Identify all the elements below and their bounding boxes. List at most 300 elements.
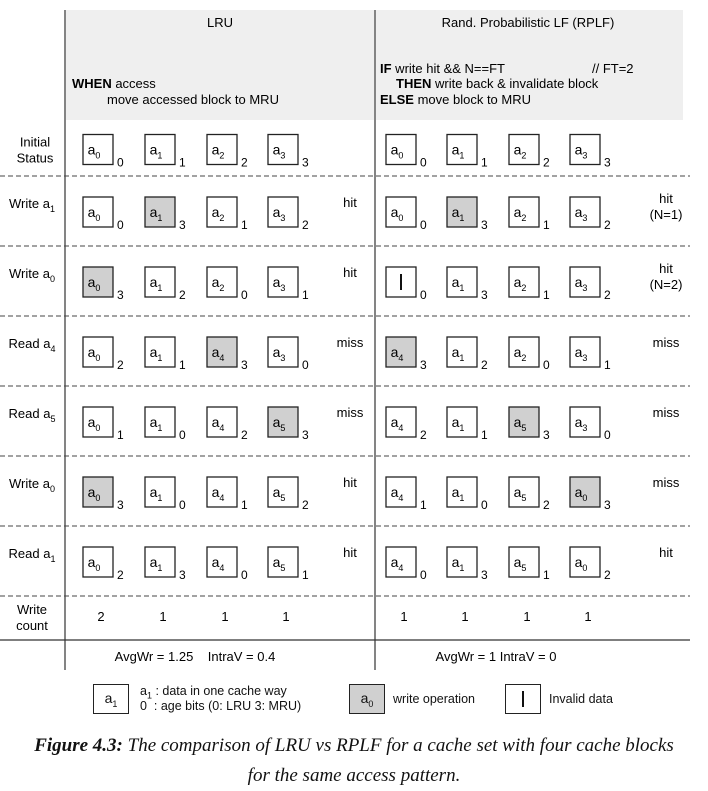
lru-cache-block — [83, 407, 124, 442]
rplf-age-bit: 0 — [420, 155, 427, 170]
legend-desc-prefix: a — [140, 684, 147, 698]
rplf-block-subscript: 0 — [398, 150, 404, 161]
lru-cache-block — [145, 407, 186, 442]
lru-block-subscript: 0 — [95, 493, 101, 503]
rplf-block-subscript: 5 — [521, 563, 527, 573]
lru-block-letter: a — [87, 204, 96, 220]
lru-block-subscript: 0 — [95, 353, 101, 363]
rplf-status-text: miss — [652, 475, 680, 490]
lru-block-subscript: 4 — [219, 563, 225, 573]
rplf-cache-block — [570, 135, 611, 170]
rplf-block-subscript: 2 — [521, 213, 527, 223]
rplf-block-letter: a — [451, 484, 460, 500]
lru-age-bit: 3 — [302, 428, 309, 442]
lru-block-subscript: 5 — [280, 423, 286, 433]
rplf-cache-block — [447, 547, 488, 582]
row-label — [9, 546, 56, 564]
lru-age-bit: 0 — [179, 498, 186, 512]
rplf-cache-block — [386, 135, 427, 170]
lru-block-subscript: 3 — [280, 353, 286, 363]
rplf-cache-block — [386, 197, 427, 232]
rplf-status-text: hit — [659, 545, 673, 560]
lru-age-bit: 0 — [241, 568, 248, 582]
rplf-age-bit: 3 — [604, 155, 611, 170]
caption-line-2: for the same access pattern. — [247, 765, 461, 786]
rplf-block-subscript: 3 — [582, 423, 588, 433]
row-label — [9, 266, 55, 284]
lru-cache-block — [268, 547, 309, 582]
lru-policy-line1 — [72, 76, 156, 91]
lru-cache-block — [207, 407, 248, 442]
lru-block-letter: a — [211, 141, 220, 158]
rplf-age-bit: 1 — [543, 568, 550, 582]
rplf-policy-line1 — [380, 61, 505, 76]
rplf-block-letter: a — [574, 274, 583, 290]
lru-cache-block — [207, 267, 248, 302]
rplf-title: Rand. Probabilistic LF (RPLF) — [441, 15, 615, 30]
lru-block-subscript: 2 — [219, 283, 225, 293]
rplf-age-bit: 0 — [420, 288, 427, 302]
rplf-cache-block — [386, 337, 427, 372]
lru-age-bit: 3 — [117, 498, 124, 512]
legend-sample-sub: 1 — [112, 698, 118, 709]
lru-age-bit: 3 — [241, 358, 248, 372]
rplf-block-subscript: 3 — [582, 150, 588, 161]
rplf-policy-line3 — [380, 92, 531, 107]
lru-block-subscript: 0 — [95, 150, 101, 161]
lru-block-letter: a — [149, 344, 158, 360]
rplf-block-letter: a — [574, 141, 583, 158]
rplf-block-letter: a — [513, 204, 522, 220]
lru-status-text: hit — [343, 265, 357, 280]
rplf-block-subscript: 5 — [521, 493, 527, 503]
rplf-block-subscript: 1 — [459, 353, 465, 363]
rplf-block-letter: a — [390, 414, 399, 430]
lru-block-letter: a — [272, 274, 281, 290]
lru-block-letter: a — [272, 141, 281, 158]
lru-cache-block — [145, 197, 186, 232]
rplf-block-subscript: 4 — [398, 493, 404, 503]
rplf-write-count: 1 — [523, 609, 531, 624]
legend-desc-rest: : data in one cache way — [151, 684, 287, 698]
rplf-block-subscript: 4 — [398, 353, 404, 363]
lru-cache-block — [268, 135, 309, 170]
rplf-block-subscript: 2 — [521, 353, 527, 363]
lru-age-bit: 2 — [302, 498, 309, 512]
lru-write-count: 2 — [97, 609, 105, 624]
rplf-block-subscript: 2 — [521, 150, 527, 161]
row-label — [9, 336, 56, 354]
rplf-then-keyword: THEN — [396, 76, 432, 91]
row-label-subscript: 1 — [49, 204, 55, 214]
lru-block-subscript: 1 — [157, 213, 163, 223]
row-label-text: Write a — [9, 476, 50, 491]
row-label-subscript: 1 — [50, 554, 56, 564]
lru-block-subscript: 0 — [95, 423, 101, 433]
rplf-write-count: 1 — [461, 609, 469, 624]
rplf-if-keyword: IF — [380, 61, 392, 76]
lru-cache-block — [83, 135, 124, 170]
caption-line-1 — [0, 731, 708, 761]
rplf-age-bit: 0 — [420, 568, 427, 582]
rplf-age-bit: 1 — [543, 288, 550, 302]
rplf-cache-block — [570, 197, 611, 232]
row-label — [9, 406, 56, 424]
lru-block-letter: a — [272, 554, 281, 570]
rplf-block-subscript: 3 — [582, 283, 588, 293]
rplf-status-text: hit — [659, 261, 673, 276]
rplf-block-letter: a — [513, 554, 522, 570]
rplf-cache-block — [509, 267, 550, 302]
caption-figure-number: Figure 4.3: — [34, 735, 123, 756]
lru-cache-block — [268, 267, 309, 302]
figure-caption — [0, 731, 708, 791]
rplf-block-letter: a — [451, 554, 460, 570]
lru-cache-block — [207, 547, 248, 582]
lru-block-letter: a — [211, 414, 220, 430]
lru-policy-keyword: WHEN — [72, 76, 112, 91]
rplf-write-count: 1 — [400, 609, 408, 624]
lru-cache-block — [145, 267, 186, 302]
lru-age-bit: 1 — [302, 568, 309, 582]
rplf-write-count: 1 — [584, 609, 592, 624]
legend-write-block — [349, 684, 385, 714]
lru-block-letter: a — [211, 204, 220, 220]
rplf-block-letter: a — [390, 204, 399, 220]
rplf-block-letter: a — [451, 344, 460, 360]
legend-write-sub: 0 — [368, 698, 374, 709]
rplf-block-subscript: 0 — [582, 493, 588, 503]
rplf-block-letter: a — [451, 414, 460, 430]
lru-cache-block — [145, 135, 186, 170]
lru-block-subscript: 5 — [280, 493, 286, 503]
lru-block-letter: a — [272, 484, 281, 500]
lru-age-bit: 2 — [117, 358, 124, 372]
lru-block-subscript: 0 — [95, 563, 101, 573]
lru-block-letter: a — [87, 484, 96, 500]
rplf-block-subscript: 1 — [459, 493, 465, 503]
lru-age-bit: 1 — [241, 218, 248, 232]
rplf-age-bit: 0 — [420, 218, 427, 232]
row-label-text: Read a — [8, 336, 51, 351]
lru-block-subscript: 4 — [219, 493, 225, 503]
rplf-age-bit: 3 — [481, 568, 488, 582]
rplf-cache-block — [447, 135, 488, 170]
lru-cache-block — [83, 267, 124, 302]
row-label — [9, 476, 55, 494]
lru-averages: AvgWr = 1.25 IntraV = 0.4 — [114, 649, 276, 664]
lru-block-subscript: 3 — [280, 150, 286, 161]
rplf-cache-block — [509, 197, 550, 232]
rplf-block-subscript: 0 — [398, 213, 404, 223]
lru-cache-block — [268, 477, 309, 512]
rplf-then-rest: write back & invalidate block — [431, 76, 599, 91]
rplf-block-subscript: 2 — [521, 283, 527, 293]
lru-block-subscript: 2 — [219, 150, 225, 161]
lru-age-bit: 1 — [302, 288, 309, 302]
rplf-block-letter: a — [574, 204, 583, 220]
rplf-cache-block — [447, 477, 488, 512]
rplf-age-bit: 0 — [604, 428, 611, 442]
legend-invalid-label: Invalid data — [549, 692, 613, 706]
lru-cache-block — [207, 477, 248, 512]
lru-block-letter: a — [149, 554, 158, 570]
legend-sample-block — [93, 684, 129, 714]
lru-status-text: hit — [343, 545, 357, 560]
lru-cache-block — [83, 477, 124, 512]
rplf-block-subscript: 1 — [459, 150, 465, 161]
lru-block-letter: a — [149, 141, 158, 158]
lru-age-bit: 2 — [241, 428, 248, 442]
rplf-else-rest: move block to MRU — [413, 92, 532, 107]
lru-block-letter: a — [87, 414, 96, 430]
lru-block-subscript: 1 — [157, 563, 163, 573]
lru-block-letter: a — [149, 204, 158, 220]
lru-age-bit: 2 — [117, 568, 124, 582]
legend — [93, 681, 633, 719]
lru-write-count: 1 — [159, 609, 167, 624]
rplf-status-text: hit — [659, 191, 673, 206]
lru-block-subscript: 4 — [219, 423, 225, 433]
lru-cache-block — [207, 197, 248, 232]
lru-block-subscript: 1 — [157, 493, 163, 503]
row-label-text: Write a — [9, 196, 50, 211]
rplf-else-keyword: ELSE — [380, 92, 414, 107]
legend-invalid-block — [505, 684, 541, 714]
lru-age-bit: 3 — [179, 218, 186, 232]
rplf-block-subscript: 4 — [398, 423, 404, 433]
lru-policy-line2: move accessed block to MRU — [107, 92, 279, 107]
rplf-cache-block — [386, 477, 427, 512]
row-label-text: Write a — [9, 266, 50, 281]
lru-block-subscript: 4 — [219, 353, 225, 363]
rplf-age-bit: 1 — [543, 218, 550, 232]
lru-age-bit: 0 — [302, 358, 309, 372]
rplf-block-letter: a — [574, 484, 583, 500]
lru-age-bit: 0 — [179, 428, 186, 442]
row-label-subscript: 0 — [49, 484, 55, 494]
rplf-cache-block — [570, 337, 611, 372]
rplf-cache-block — [447, 407, 488, 442]
rplf-block-letter: a — [513, 141, 522, 158]
lru-age-bit: 3 — [117, 288, 124, 302]
rplf-status-text: miss — [652, 335, 680, 350]
lru-block-subscript: 0 — [95, 283, 101, 293]
lru-status-text: hit — [343, 475, 357, 490]
rplf-cache-block — [509, 337, 550, 372]
lru-age-bit: 0 — [117, 218, 124, 232]
lru-block-subscript: 1 — [157, 283, 163, 293]
row-label-text: Read a — [8, 546, 51, 561]
rplf-cache-block — [509, 547, 550, 582]
rplf-block-letter: a — [513, 484, 522, 500]
lru-block-letter: a — [149, 274, 158, 290]
row-label-subscript: 5 — [50, 414, 56, 424]
rplf-status-text: miss — [652, 405, 680, 420]
lru-cache-block — [83, 197, 124, 232]
lru-cache-block — [207, 337, 248, 372]
lru-cache-block — [145, 547, 186, 582]
rplf-cache-block — [509, 135, 550, 170]
legend-age-desc: 0 : age bits (0: LRU 3: MRU) — [140, 699, 302, 713]
lru-age-bit: 2 — [179, 288, 186, 302]
lru-block-subscript: 1 — [157, 150, 163, 161]
rplf-age-bit: 3 — [604, 498, 611, 512]
lru-block-letter: a — [149, 484, 158, 500]
rplf-block-subscript: 1 — [459, 563, 465, 573]
rplf-age-bit: 0 — [481, 498, 488, 512]
rplf-cache-block — [386, 547, 427, 582]
rplf-status-text: (N=1) — [649, 207, 683, 222]
lru-status-text: miss — [336, 405, 364, 420]
rplf-averages: AvgWr = 1 IntraV = 0 — [435, 649, 557, 664]
rplf-cache-block — [509, 477, 550, 512]
lru-cache-block — [145, 337, 186, 372]
rplf-block-letter: a — [390, 554, 399, 570]
rplf-block-subscript: 1 — [459, 423, 465, 433]
lru-block-subscript: 1 — [157, 423, 163, 433]
rplf-policy-line2 — [396, 76, 599, 91]
lru-age-bit: 1 — [241, 498, 248, 512]
rplf-block-letter: a — [451, 141, 460, 158]
row-label-text: Read a — [8, 406, 51, 421]
rplf-age-bit: 2 — [420, 428, 427, 442]
lru-block-letter: a — [87, 344, 96, 360]
lru-block-subscript: 3 — [280, 213, 286, 223]
rplf-cache-block — [570, 407, 611, 442]
lru-block-letter: a — [211, 484, 220, 500]
lru-block-letter: a — [149, 414, 158, 430]
lru-block-letter: a — [87, 554, 96, 570]
rplf-if-rest: write hit && N==FT — [391, 61, 505, 76]
rplf-block-letter: a — [513, 414, 522, 430]
rplf-block-subscript: 1 — [459, 283, 465, 293]
lru-cache-block — [145, 477, 186, 512]
lru-block-subscript: 0 — [95, 213, 101, 223]
row-label — [9, 196, 55, 214]
lru-block-subscript: 1 — [157, 353, 163, 363]
lru-age-bit: 0 — [241, 288, 248, 302]
lru-age-bit: 1 — [179, 155, 186, 170]
rplf-ft-comment: // FT=2 — [592, 61, 634, 76]
row-label-subscript: 4 — [50, 344, 56, 354]
rplf-cache-block — [570, 547, 611, 582]
lru-block-subscript: 3 — [280, 283, 286, 293]
lru-block-letter: a — [211, 344, 220, 360]
rplf-age-bit: 1 — [604, 358, 611, 372]
lru-cache-block — [268, 197, 309, 232]
rplf-cache-block — [570, 267, 611, 302]
rplf-cache-block — [447, 267, 488, 302]
rplf-age-bit: 1 — [420, 498, 427, 512]
lru-cache-block — [83, 547, 124, 582]
rplf-cache-block — [386, 267, 427, 302]
rplf-block-subscript: 5 — [521, 423, 527, 433]
lru-block-letter: a — [87, 141, 96, 158]
rplf-cache-block — [509, 407, 550, 442]
rplf-block-subscript: 3 — [582, 213, 588, 223]
lru-age-bit: 3 — [179, 568, 186, 582]
rplf-block-letter: a — [574, 554, 583, 570]
rplf-block-subscript: 0 — [582, 563, 588, 573]
rplf-block-letter: a — [451, 274, 460, 290]
rplf-age-bit: 3 — [481, 288, 488, 302]
rplf-status-text: (N=2) — [649, 277, 683, 292]
lru-cache-block — [268, 337, 309, 372]
rplf-cache-block — [447, 337, 488, 372]
lru-block-subscript: 2 — [219, 213, 225, 223]
lru-cache-block — [268, 407, 309, 442]
rplf-age-bit: 2 — [604, 568, 611, 582]
lru-block-letter: a — [272, 204, 281, 220]
rplf-block-letter: a — [574, 344, 583, 360]
rplf-age-bit: 2 — [604, 288, 611, 302]
rplf-age-bit: 1 — [481, 428, 488, 442]
rplf-age-bit: 1 — [481, 155, 488, 170]
legend-desc-sub: 1 — [146, 690, 152, 701]
rplf-age-bit: 2 — [481, 358, 488, 372]
lru-age-bit: 0 — [117, 155, 124, 170]
rplf-block-subscript: 1 — [459, 213, 465, 223]
rplf-block-letter: a — [390, 141, 399, 158]
lru-age-bit: 1 — [179, 358, 186, 372]
legend-write-label: write operation — [393, 692, 475, 706]
rplf-block-letter: a — [574, 414, 583, 430]
lru-status-text: hit — [343, 195, 357, 210]
rplf-cache-block — [570, 477, 611, 512]
lru-block-letter: a — [211, 554, 220, 570]
rplf-age-bit: 2 — [543, 498, 550, 512]
lru-age-bit: 2 — [241, 155, 248, 170]
legend-write-letter: a — [360, 690, 369, 706]
rplf-block-letter: a — [390, 484, 399, 500]
lru-age-bit: 3 — [302, 155, 309, 170]
legend-sample-letter: a — [104, 690, 113, 706]
lru-block-letter: a — [272, 344, 281, 360]
rplf-block-letter: a — [390, 344, 399, 360]
rplf-age-bit: 3 — [481, 218, 488, 232]
row-label-subscript: 0 — [49, 274, 55, 284]
row-label-line: Status — [16, 150, 54, 166]
lru-block-subscript: 5 — [280, 563, 286, 573]
lru-block-letter: a — [272, 414, 281, 430]
rplf-block-letter: a — [451, 204, 460, 220]
rplf-age-bit: 0 — [543, 358, 550, 372]
rplf-block-subscript: 3 — [582, 353, 588, 363]
lru-status-text: miss — [336, 335, 364, 350]
rplf-age-bit: 3 — [543, 428, 550, 442]
rplf-block-subscript: 4 — [398, 563, 404, 573]
rplf-block-letter: a — [513, 344, 522, 360]
lru-cache-block — [83, 337, 124, 372]
rows-layer — [0, 135, 690, 634]
caption-line-1-text: The comparison of LRU vs RPLF for a cache set with four cache blocks — [122, 735, 674, 756]
rplf-cache-block — [447, 197, 488, 232]
rplf-age-bit: 2 — [543, 155, 550, 170]
rplf-age-bit: 3 — [420, 358, 427, 372]
lru-write-count: 1 — [282, 609, 290, 624]
row-label-line: Initial — [19, 134, 51, 150]
lru-title: LRU — [206, 15, 234, 30]
lru-age-bit: 1 — [117, 428, 124, 442]
lru-block-letter: a — [87, 274, 96, 290]
write-count-label: count — [16, 618, 48, 633]
lru-cache-block — [207, 135, 248, 170]
invalid-bar-icon — [522, 691, 524, 707]
lru-age-bit: 2 — [302, 218, 309, 232]
lru-policy-rest: access — [111, 76, 156, 91]
write-count-label: Write — [16, 602, 48, 617]
